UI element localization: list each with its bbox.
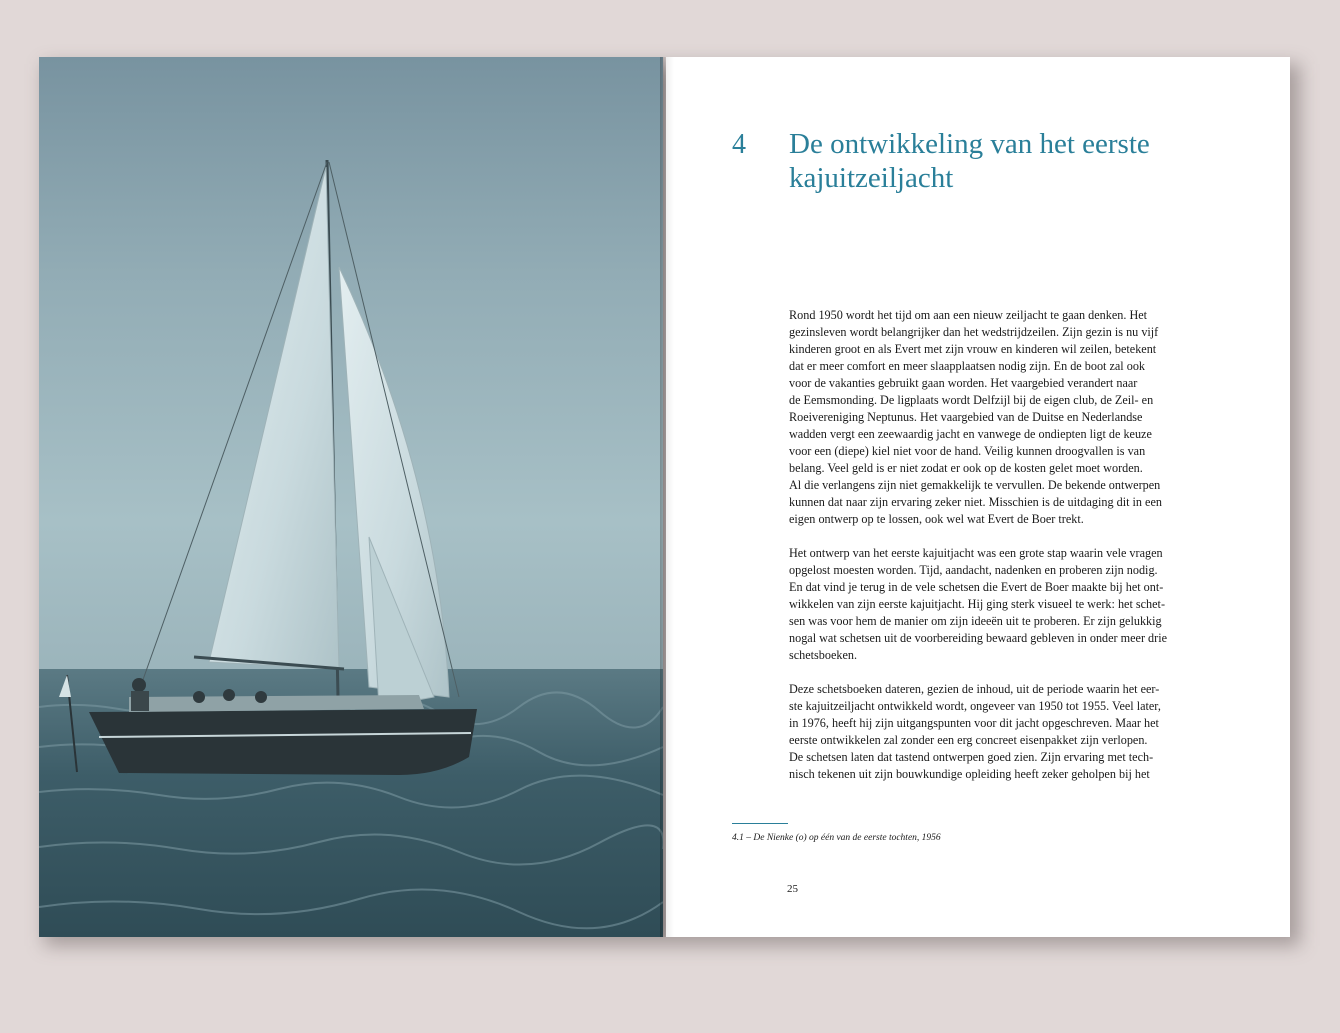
body-text — [789, 307, 1214, 800]
book-gutter — [660, 57, 674, 937]
paragraph: Het ontwerp van het eerste kajuitjacht was een grote stap waarin vele vragen opgelost moesten worden. Tijd, aandacht, nadenken en proberen zijn nodig. En dat vind je terug in de vele schetsen die Evert de Boer maakte bij het ont- wikkelen van zijn eerste kajuitjacht. Hij ging sterk visueel te werk: het schet- sen was voor hem de manier om zijn ideeën uit te proberen. Er zijn gelukkig nogal wat schetsen uit de voorbereiding bewaard gebleven in onder meer drie schetsboeken. — [789, 546, 1168, 662]
caption-rule — [732, 823, 788, 824]
chapter-title: De ontwikkeling van het eerste kajuitzeiljacht — [789, 128, 1150, 194]
photo-caption: 4.1 – De Nienke (o) op één van de eerste tochten, 1956 — [732, 833, 941, 843]
photo-page — [39, 57, 663, 937]
paragraph: Deze schetsboeken dateren, gezien de inhoud, uit de periode waarin het eer- ste kajuitzeiljacht ontwikkeld wordt, ongeveer van 1950 tot 1955. Veel later, in 1976, heeft hij zijn uitgangspunten voor dit jacht opgeschreven. Maar het eerste ontwikkelen zal zonder een erg concreet eisenpakket zijn verlopen. De schetsen laten dat tastend ontwerpen goed zien. Zijn ervaring met tech- nisch tekenen uit zijn bouwkundige opleiding heeft zeker geholpen bij het — [789, 682, 1161, 781]
sailboat-photo — [39, 57, 663, 937]
page-number: 25 — [787, 883, 798, 895]
text-page — [666, 57, 1290, 937]
paragraph: Rond 1950 wordt het tijd om aan een nieuw zeiljacht te gaan denken. Het gezinsleven wordt belangrijker dan het wedstrijdzeilen. Zijn gezin is nu vijf kinderen groot en als Evert met zijn vrouw en kinderen wil zeilen, betekent dat er meer comfort en meer slaapplaatsen nodig zijn. En de boot zal ook voor de vakanties gebruikt gaan worden. Het vaargebied verandert naar de Eemsmonding. De ligplaats wordt Delfzijl bij de eigen club, de Zeil- en Roeivereniging Neptunus. Het vaargebied van de Duitse en Nederlandse wadden vergt een zeewaardig jacht en vanwege de ondiepten ligt de keuze voor een (diepe) kiel niet voor de hand. Veilig kunnen droogvallen is van belang. Veel geld is er niet zodat er ook op de kosten gelet moet worden. Al die verlangens zijn niet gemakkelijk te vervullen. De bekende ontwerpen kunnen dat naar zijn ervaring zeker niet. Misschien is de uitdaging dit in een eigen ontwerp op te lossen, ook wel wat Evert de Boer trekt. — [789, 308, 1162, 526]
chapter-number: 4 — [732, 129, 746, 160]
